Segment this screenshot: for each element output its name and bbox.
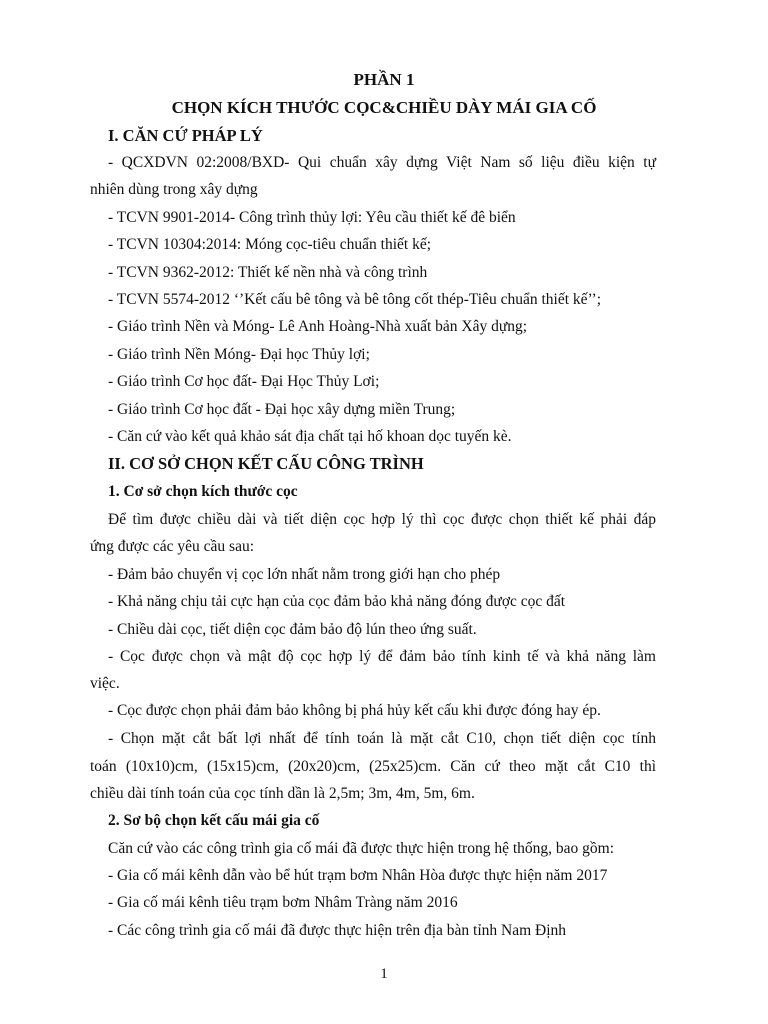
legal-item: - Căn cứ vào kết quả khảo sát địa chất tại hố khoan dọc tuyến kè. xyxy=(108,428,512,445)
subsection-heading-slope-structure: 2. Sơ bộ chọn kết cấu mái gia cố xyxy=(108,812,320,829)
section-heading-legal-basis: I. CĂN CỨ PHÁP LÝ xyxy=(108,126,263,145)
requirement-item: - Chọn mặt cắt bất lợi nhất để tính toán là mặt cắt C10, chọn tiết diện cọc tính xyxy=(108,730,656,747)
legal-item: - Giáo trình Cơ học đất- Đại Học Thủy Lơi; xyxy=(108,373,380,390)
project-item: - Gia cố mái kênh dẫn vào bể hút trạm bơm Nhân Hòa được thực hiện năm 2017 xyxy=(108,867,608,884)
paragraph-line: Căn cứ vào các công trình gia cố mái đã được thực hiện trong hệ thống, bao gồm: xyxy=(108,840,615,857)
legal-item: - TCVN 9362-2012: Thiết kế nền nhà và công trình xyxy=(108,264,428,281)
requirement-item: toán (10x10)cm, (15x15)cm, (20x20)cm, (25x25)cm. Căn cứ theo mặt cắt C10 thì xyxy=(90,758,656,775)
requirement-item: chiều dài tính toán của cọc tính dần là 2,5m; 3m, 4m, 5m, 6m. xyxy=(90,785,475,802)
main-title: CHỌN KÍCH THƯỚC CỌC&CHIỀU DÀY MÁI GIA CỐ xyxy=(171,98,597,117)
legal-item: - Giáo trình Cơ học đất - Đại học xây dựng miền Trung; xyxy=(108,401,456,418)
legal-item: - TCVN 10304:2014: Móng cọc-tiêu chuẩn thiết kế; xyxy=(108,236,432,253)
page-number: 1 xyxy=(380,966,388,982)
requirement-item: - Cọc được chọn phải đảm bảo không bị phá hủy kết cấu khi được đóng hay ép. xyxy=(108,702,601,719)
section-heading-structure-basis: II. CƠ SỞ CHỌN KẾT CẤU CÔNG TRÌNH xyxy=(108,454,424,473)
paragraph-line: ứng được các yêu cầu sau: xyxy=(90,538,254,555)
project-item: - Các công trình gia cố mái đã được thực hiện trên địa bàn tỉnh Nam Định xyxy=(108,922,567,939)
requirement-item: - Chiều dài cọc, tiết diện cọc đảm bảo độ lún theo ứng suất. xyxy=(108,621,477,638)
legal-item: - QCXDVN 02:2008/BXD- Qui chuẩn xây dựng Việt Nam số liệu điều kiện tự xyxy=(108,154,656,171)
requirement-item: - Đảm bảo chuyển vị cọc lớn nhất nằm trong giới hạn cho phép xyxy=(108,566,501,583)
legal-item: - TCVN 5574-2012 ‘’Kết cấu bê tông và bê tông cốt thép-Tiêu chuẩn thiết kế’’; xyxy=(108,291,602,308)
requirement-item: - Cọc được chọn và mật độ cọc hợp lý để đảm bảo tính kinh tế và khả năng làm xyxy=(108,648,656,665)
paragraph-line: Để tìm được chiều dài và tiết diện cọc hợp lý thì cọc được chọn thiết kế phải đáp xyxy=(108,511,656,528)
legal-item: - Giáo trình Nền và Móng- Lê Anh Hoàng-Nhà xuất bản Xây dựng; xyxy=(108,318,528,335)
requirement-item: - Khả năng chịu tải cực hạn của cọc đảm bảo khả năng đóng được cọc đất xyxy=(108,593,566,610)
legal-item: - Giáo trình Nền Móng- Đại học Thủy lợi; xyxy=(108,346,370,363)
project-item: - Gia cố mái kênh tiêu trạm bơm Nhâm Tràng năm 2016 xyxy=(108,894,458,911)
legal-item: nhiên dùng trong xây dựng xyxy=(90,181,258,198)
part-title: PHẦN 1 xyxy=(353,70,415,89)
requirement-item: việc. xyxy=(90,675,120,692)
legal-item: - TCVN 9901-2014- Công trình thủy lợi: Yêu cầu thiết kế đê biển xyxy=(108,209,516,226)
subsection-heading-pile-size: 1. Cơ sở chọn kích thước cọc xyxy=(108,483,298,500)
